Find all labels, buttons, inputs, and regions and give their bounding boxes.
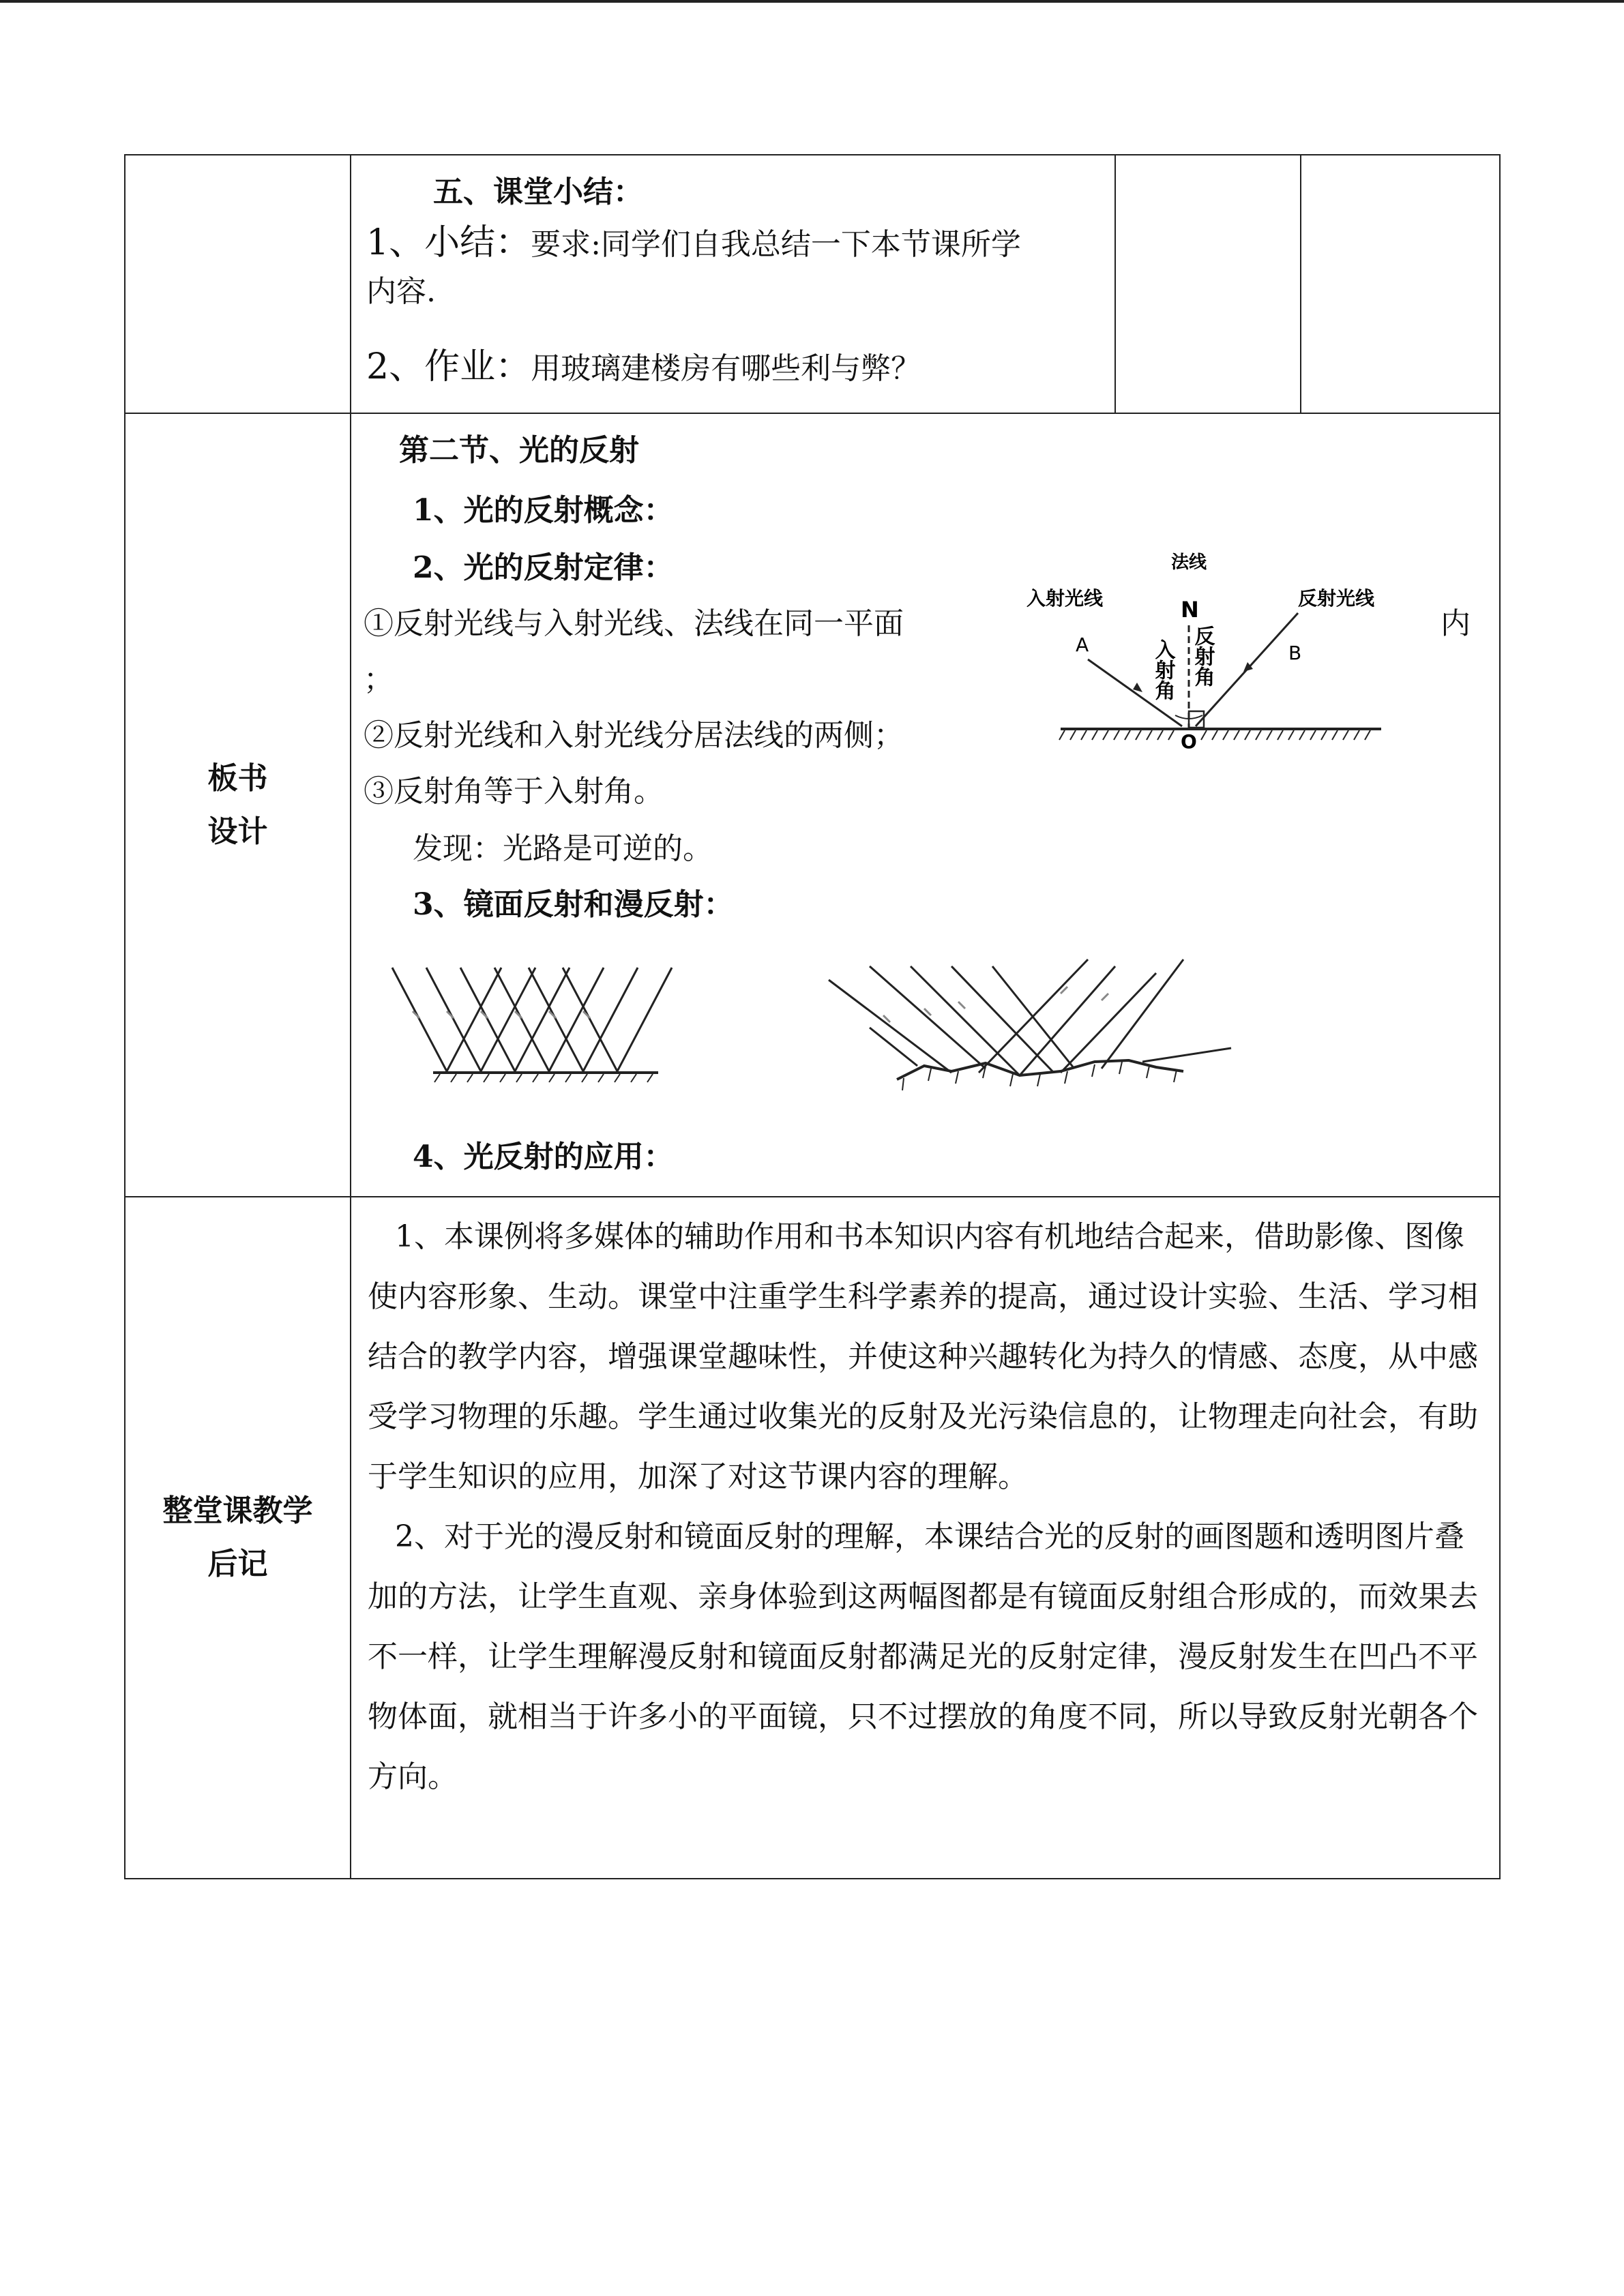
notes-paragraph-2: 2、对于光的漫反射和镜面反射的理解，本课结合光的反射的画图题和透明图片叠加的方法，让学生直观、亲身体验到这两幅图都是有镜面反射组合形成的，而效果去不一样，让学生理解漫反射和镜面反射都满足光的反射定律，漫反射发生在凹凸不平物体面，就相当于许多小的平面镜，只不过摆放的角度不同，所以导致反射光朝各个方向。 bbox=[368, 1519, 1478, 1794]
board-mirror-diffuse: 3、镜面反射和漫反射： bbox=[413, 887, 734, 922]
incidence-angle-label: 入射角 bbox=[1151, 639, 1175, 700]
point-a-label: A bbox=[1076, 633, 1089, 656]
summary-content-cell bbox=[351, 155, 1115, 413]
summary-extra-cell-1 bbox=[1115, 155, 1301, 413]
board-rule-1-semicolon: ； bbox=[364, 662, 394, 697]
incident-ray-label: 入射光线 bbox=[1027, 587, 1104, 610]
point-n-label: N bbox=[1181, 597, 1199, 623]
specular-reflection-diagram bbox=[385, 954, 685, 1084]
notes-label-line-2: 后记 bbox=[207, 1547, 268, 1581]
notes-text bbox=[351, 1197, 1499, 1813]
point-b-label: B bbox=[1288, 642, 1302, 664]
specular-rays bbox=[392, 968, 672, 1071]
specular-hatching bbox=[434, 1074, 653, 1082]
reflection-law-diagram bbox=[1020, 537, 1415, 755]
board-label-line-2: 设计 bbox=[207, 814, 268, 849]
summary-heading: 五、课堂小结： bbox=[433, 175, 643, 209]
point-o-label: O bbox=[1181, 730, 1197, 753]
summary-item-1-prefix: 1、小结： bbox=[366, 222, 531, 263]
lesson-plan-table bbox=[124, 154, 1501, 1879]
notes-label-line-1: 整堂课教学 bbox=[162, 1493, 313, 1528]
board-rule-1-tail: 内 bbox=[1441, 606, 1471, 641]
diffuse-rays bbox=[829, 959, 1231, 1075]
board-application: 4、光反射的应用： bbox=[413, 1139, 674, 1174]
summary-label-cell bbox=[125, 155, 351, 413]
summary-item-1-text: 要求:同学们自我总结一下本节课所学 bbox=[531, 227, 1021, 262]
summary-item-1 bbox=[366, 222, 1021, 265]
summary-item-2-prefix: 2、作业： bbox=[366, 346, 531, 387]
summary-row bbox=[125, 155, 1500, 413]
notes-label-cell bbox=[125, 1197, 351, 1879]
page-top-rule bbox=[0, 0, 1624, 3]
board-label-cell bbox=[125, 413, 351, 1197]
board-rule-2: ②反射光线和入射光线分居法线的两侧； bbox=[364, 718, 904, 753]
board-law: 2、光的反射定律： bbox=[413, 550, 674, 585]
summary-item-1-cont: 内容. bbox=[366, 274, 436, 309]
board-rule-1: ①反射光线与入射光线、法线在同一平面 bbox=[364, 606, 904, 641]
board-discovery: 发现：光路是可逆的。 bbox=[413, 831, 713, 866]
incident-arrowhead bbox=[1133, 683, 1142, 692]
board-content-cell bbox=[351, 413, 1500, 1197]
normal-label: 法线 bbox=[1171, 552, 1207, 573]
notes-paragraph-1: 1、本课例将多媒体的辅助作用和书本知识内容有机地结合起来，借助影像、图像使内容形象、生动。课堂中注重学生科学素养的提高，通过设计实验、生活、学习相结合的教学内容，增强课堂趣味性，并使这种兴趣转化为持久的情感、态度，从中感受学习物理的乐趣。学生通过收集光的反射及光污染信息的，让物理走向社会，有助于学生知识的应用，加深了对这节课内容的理解。 bbox=[368, 1219, 1478, 1494]
summary-extra-cell-2 bbox=[1301, 155, 1500, 413]
reflection-angle-label: 反射角 bbox=[1190, 625, 1215, 687]
teaching-notes-row bbox=[125, 1197, 1500, 1879]
board-label-line-1: 板书 bbox=[207, 760, 268, 796]
specular-ray-arrows bbox=[413, 1011, 590, 1018]
board-rule-3: ③反射角等于入射角。 bbox=[364, 774, 664, 809]
reflected-ray-label: 反射光线 bbox=[1298, 587, 1375, 610]
board-concept: 1、光的反射概念： bbox=[413, 493, 674, 528]
mirror-hatching bbox=[1059, 730, 1370, 740]
board-design-row bbox=[125, 413, 1500, 1197]
board-title: 第二节、光的反射 bbox=[399, 433, 639, 468]
summary-item-2-text: 用玻璃建楼房有哪些利与弊？ bbox=[531, 351, 921, 386]
notes-content-cell bbox=[351, 1197, 1500, 1879]
diffuse-ray-arrows bbox=[883, 987, 1108, 1022]
diffuse-reflection-diagram bbox=[815, 946, 1265, 1096]
summary-item-2 bbox=[366, 346, 921, 389]
